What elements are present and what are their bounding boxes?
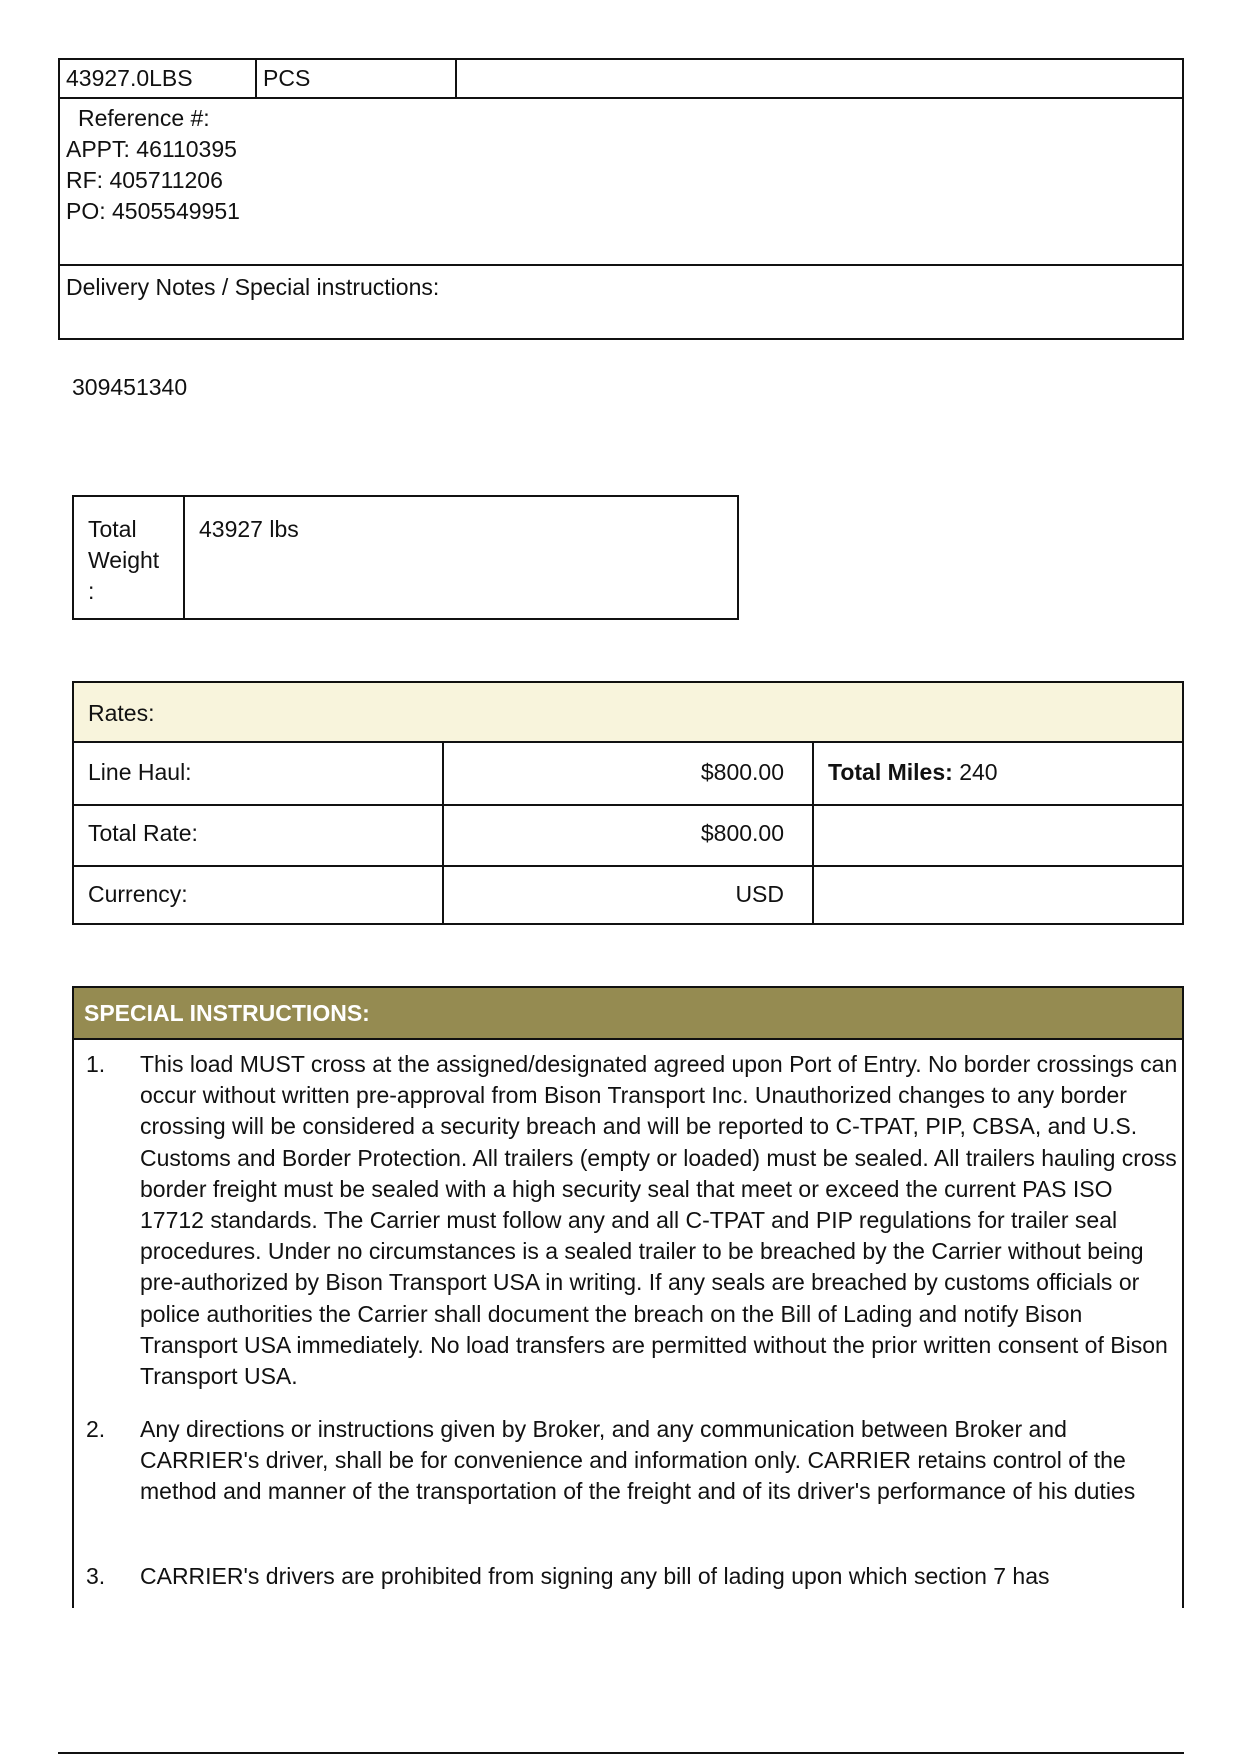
instruction-item [74, 1414, 1182, 1508]
instruction-item [74, 1049, 1182, 1392]
delivery-notes-label: Delivery Notes / Special instructions: [66, 274, 440, 300]
empty-cell [814, 804, 1182, 865]
special-instructions-header: SPECIAL INSTRUCTIONS: [72, 986, 1184, 1040]
total-miles-label: Total Miles: [828, 759, 953, 785]
delivery-notes-section [60, 266, 1182, 338]
rates-row-currency [74, 865, 1182, 923]
total-weight-label-line3: : [88, 578, 95, 604]
reference-rf: RF: 405711206 [66, 167, 223, 193]
reference-label: Reference #: [78, 105, 210, 131]
total-weight-label [74, 497, 185, 618]
instruction-number: 2. [86, 1416, 106, 1442]
instruction-item [74, 1561, 1182, 1592]
empty-cell [814, 865, 1182, 923]
instruction-number: 1. [86, 1051, 106, 1077]
rate-label: Currency: [74, 865, 444, 923]
special-instructions-body [72, 1038, 1184, 1608]
instruction-number: 3. [86, 1563, 106, 1589]
total-weight-label-line1: Total [88, 516, 137, 542]
total-weight-label-line2: Weight [88, 547, 160, 573]
instruction-text: This load MUST cross at the assigned/designated agreed upon Port of Entry. No border crossings can occur without written pre-approval from Bison Transport Inc. Unauthorized changes to any border crossing will be considered a security breach and will be reported to C-TPAT, PIP, CBSA, and U.S. Customs and Border Protection. All trailers (empty or loaded) must be sealed. All trailers hauling cross border freight must be sealed with a high security seal that meet or exceed the current PAS ISO 17712 standards. The Carrier must follow any and all C-TPAT and PIP regulations for trailer seal procedures. Under no circumstances is a sealed trailer to be breached by the Carrier without being pre-authorized by Bison Transport USA in writing. If any seals are breached by customs officials or police authorities the Carrier shall document the breach on the Bill of Lading and notify Bison Transport USA immediately. No load transfers are permitted without the prior written consent of Bison Transport USA. [140, 1051, 1178, 1390]
rate-value: $800.00 [444, 743, 814, 804]
rates-row-line-haul [74, 743, 1182, 806]
rates-table [72, 681, 1184, 925]
reference-po: PO: 4505549951 [66, 198, 240, 224]
empty-cell [457, 60, 1182, 97]
total-weight-table [72, 495, 739, 620]
reference-appt: APPT: 46110395 [66, 136, 237, 162]
rate-label: Line Haul: [74, 743, 444, 804]
document-number: 309451340 [72, 374, 188, 400]
pieces-cell: PCS [257, 60, 457, 97]
instruction-text: CARRIER's drivers are prohibited from signing any bill of lading upon which section 7 has [140, 1563, 1050, 1589]
total-weight-cell: 43927.0LBS [60, 60, 257, 97]
rate-label: Total Rate: [74, 804, 444, 865]
reference-section [60, 97, 1182, 266]
shipment-summary-table [58, 58, 1184, 340]
rate-value: USD [444, 865, 814, 923]
rates-title: Rates: [74, 683, 1182, 743]
total-weight-value: 43927 lbs [199, 516, 299, 542]
rate-value: $800.00 [444, 804, 814, 865]
total-miles [814, 743, 1182, 804]
instruction-text: Any directions or instructions given by Broker, and any communication between Broker and CARRIER's driver, shall be for convenience and information only. CARRIER retains control of the method and manner of the transportation of the freight and of its driver's performance of his duties [140, 1416, 1136, 1505]
summary-header-row [60, 60, 1182, 99]
total-miles-value: 240 [959, 759, 998, 785]
rates-row-total-rate [74, 804, 1182, 867]
